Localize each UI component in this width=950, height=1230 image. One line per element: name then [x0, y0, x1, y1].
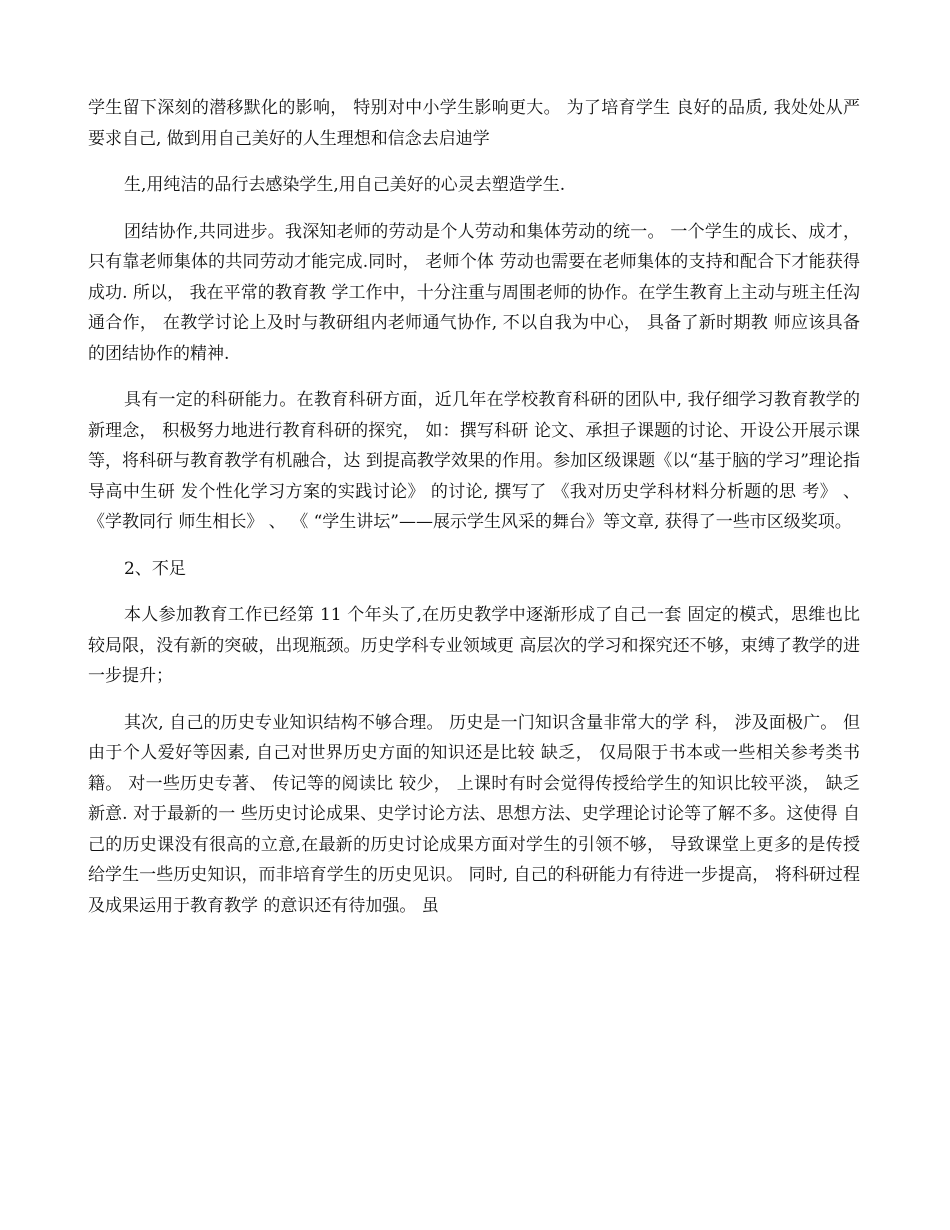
document-body [88, 93, 860, 937]
paragraph: 本人参加教育工作已经第 11 个年头了,在历史教学中逐渐形成了自己一套 固定的模式，思维也比较局限，没有新的突破，出现瓶颈。历史学科专业领域更 高层次的学习和探究还不够，束缚了教学的进一步提升； [88, 605, 860, 686]
paragraph: 其次, 自己的历史专业知识结构不够合理。 历史是一门知识含量非常大的学 科， 涉及面极广。 但由于个人爱好等因素, 自己对世界历史方面的知识还是比较 缺乏， 仅局限于书本或一些相关参考类书籍。 对一些历史专著、 传记等的阅读比 较少， 上课时有时会觉得传授给学生的知识比较平淡， 缺乏新意. 对于最新的一 些历史讨论成果、史学讨论方法、思想方法、史学理论讨论等了解不多。这使得 自己的历史课没有很高的立意,在最新的历史讨论成果方面对学生的引领不够， 导致课堂上更多的是传授给学生一些历史知识，而非培育学生的历史见识。 同时, 自己的科研能力有待进一步提高， 将科研过程及成果运用于教育教学 的意识还有待加强。 虽 [88, 712, 860, 916]
paragraph: 团结协作,共同进步。我深知老师的劳动是个人劳动和集体劳动的统一。 一个学生的成长、成才，只有靠老师集体的共同劳动才能完成.同时， 老师个体 劳动也需要在老师集体的支持和配合下才能获得成功. 所以， 我在平常的教育教 学工作中，十分注重与周围老师的协作。在学生教育上主动与班主任沟通合作， 在教学讨论上及时与教研组内老师通气协作, 不以自我为中心， 具备了新时期教 师应该具备的团结协作的精神. [88, 221, 860, 364]
paragraph: 生,用纯洁的品行去感染学生,用自己美好的心灵去塑造学生. [124, 175, 566, 195]
paragraph: 具有一定的科研能力。在教育科研方面，近几年在学校教育科研的团队中, 我仔细学习教育教学的新理念， 积极努力地进行教育科研的探究， 如：撰写科研 论文、承担子课题的讨论、开设公开展示课等，将科研与教育教学有机融合，达 到提高教学效果的作用。参加区级课题《以“基于脑的学习”理论指导高中生研 发个性化学习方案的实践讨论》 的讨论, 撰写了 《我对历史学科材料分析题的思 考》 、 《学教同行 师生相长》 、 《 “学生讲坛”——展示学生风采的舞台》等文章, 获得了一些市区级奖项。 [88, 390, 860, 532]
paragraph-continued: 学生留下深刻的潜移默化的影响， 特别对中小学生影响更大。 为了培育学生 良好的品质, 我处处从严要求自己, 做到用自己美好的人生理想和信念去启迪学 [88, 98, 860, 149]
section-heading: 2、不足 [124, 558, 186, 579]
